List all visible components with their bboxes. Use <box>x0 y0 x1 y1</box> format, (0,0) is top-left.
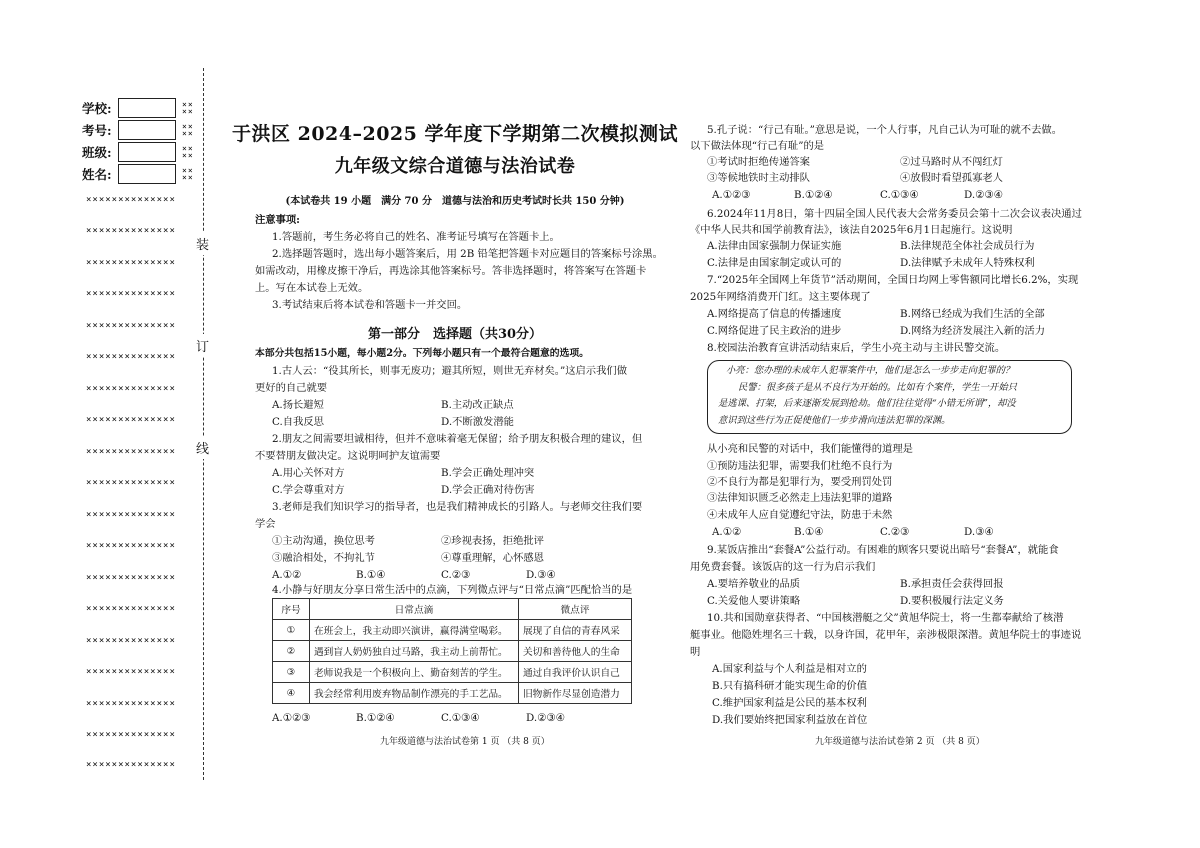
q5-option: B.①②④ <box>794 189 833 201</box>
q5-stem: 5.孔子说：“行己有耻。”意思是说，一个人行事，凡自己认为可耻的就不去做。 <box>707 124 1062 136</box>
x-separator-row: ×××××××××××××× <box>86 699 176 709</box>
q3-option: B.①④ <box>356 569 386 581</box>
q6-option: D.法律赋予未成年人特殊权利 <box>900 257 1035 269</box>
q7-stem: 7.“2025年全国网上年货节”活动期间，全国日均网上零售额同比增长6.2%，实现 <box>707 274 1079 286</box>
q1-stem: 1.古人云：“役其所长，则事无废功；避其所短，则世无弃材矣。”这启示我们做 <box>272 365 627 377</box>
dialog-line: 是逃课、打架，后来逐渐发展到抢劫。他们往往觉得“小错无所谓”，却没 <box>718 398 1016 409</box>
q5-option: A.①②③ <box>712 189 751 201</box>
q10-stem: 10.共和国勋章获得者、“中国核潜艇之父”黄旭华院士，将一生都奉献给了核潜 <box>707 612 1064 624</box>
q2-stem: 不要替朋友做决定。这说明呵护友谊需要 <box>255 450 441 462</box>
q1-option: B.主动改正缺点 <box>441 399 514 411</box>
q3-stem: 学会 <box>255 518 276 530</box>
q5-item: ②过马路时从不闯红灯 <box>900 156 1003 168</box>
q9-stem: 9.某饭店推出“套餐A”公益行动。有困难的顾客只要说出暗号“套餐A”，就能食 <box>707 544 1059 556</box>
notice-line: 1.答题前，考生务必将自己的姓名、准考证号填写在答题卡上。 <box>272 231 560 243</box>
table-header: 日常点滴 <box>310 599 519 620</box>
name-input-box[interactable] <box>118 164 176 184</box>
part1-intro: 本部分共包括15小题，每小题2分。下列每小题只有一个最符合题意的选项。 <box>255 348 589 359</box>
q10-option: B.只有搞科研才能实现生命的价值 <box>712 680 867 692</box>
table-cell: ③ <box>273 662 310 683</box>
q1-option: C.自我反思 <box>272 416 324 428</box>
notice-heading: 注意事项: <box>255 214 300 226</box>
q2-option: D.学会正确对待伤害 <box>441 484 535 496</box>
q8-option: A.①② <box>712 526 742 538</box>
table-cell: 遇到盲人奶奶独自过马路，我主动上前帮忙。 <box>310 641 519 662</box>
table-header: 微点评 <box>519 599 632 620</box>
x-separator-row: ×××××××××××××× <box>86 760 176 770</box>
notice-line: 如需改动，用橡皮擦干净后，再选涂其他答案标号。答非选择题时，将答案写在答题卡 <box>255 265 647 277</box>
q4-option: D.②③④ <box>526 712 565 724</box>
page-footer: 九年级道德与法治试卷第 1 页 （共 8 页） <box>380 737 550 747</box>
x-separator-row: ×××××××××××××× <box>86 573 176 583</box>
binding-word-xian: 线 <box>196 436 209 459</box>
x-separator-row: ×××××××××××××× <box>86 447 176 457</box>
x-separator-row: ×××××××××××××× <box>86 289 176 299</box>
q7-option: D.网络为经济发展注入新的活力 <box>900 325 1046 337</box>
dialog-line: 意识到这些行为正促使他们一步步滑向违法犯罪的深渊。 <box>718 414 951 426</box>
exam-number-label: 考号: <box>82 123 112 138</box>
x-separator-row: ×××××××××××××× <box>86 258 176 268</box>
q8-option: D.③④ <box>964 526 994 538</box>
x-separator-row: ×××××××××××××× <box>86 195 176 205</box>
q8-option: B.①④ <box>794 526 824 538</box>
school-label: 学校: <box>82 101 112 116</box>
q3-item: ③融洽相处，不拘礼节 <box>272 552 375 564</box>
q10-option: A.国家利益与个人利益是相对立的 <box>712 663 867 675</box>
notice-line: 上。写在本试卷上无效。 <box>255 282 369 294</box>
q4-option: C.①③④ <box>441 712 480 724</box>
q2-option: B.学会正确处理冲突 <box>441 467 535 479</box>
x-marks: ×× ×× <box>182 144 194 160</box>
exam-title: 于洪区 2024–2025 学年度下学期第二次模拟测试 <box>232 123 678 145</box>
q7-option: A.网络提高了信息的传播速度 <box>707 308 842 320</box>
q6-option: B.法律规范全体社会成员行为 <box>900 240 1035 252</box>
q8-question: 从小亮和民警的对话中，我们能懂得的道理是 <box>707 443 913 455</box>
x-separator-row: ×××××××××××××× <box>86 384 176 394</box>
table-row <box>273 641 632 662</box>
x-marks: ×× ×× <box>182 122 194 138</box>
table-cell: 我会经常利用废弃物品制作漂亮的手工艺品。 <box>310 683 519 704</box>
table-cell: 在班会上，我主动即兴演讲，赢得满堂喝彩。 <box>310 620 519 641</box>
school-input-box[interactable] <box>118 98 176 118</box>
table-cell: 关切和善待他人的生命 <box>519 641 632 662</box>
q4-stem: 4.小静与好朋友分享日常生活中的点滴，下列微点评与“日常点滴”匹配恰当的是 <box>272 584 633 596</box>
x-separator-row: ×××××××××××××× <box>86 510 176 520</box>
exam-number-input-box[interactable] <box>118 120 176 140</box>
q5-item: ④放假时看望孤寡老人 <box>900 172 1003 184</box>
table-row <box>273 662 632 683</box>
q8-option: C.②③ <box>880 526 910 538</box>
q4-table <box>272 598 632 704</box>
q7-option: B.网络已经成为我们生活的全部 <box>900 308 1045 320</box>
name-field[interactable] <box>82 164 194 184</box>
q2-option: C.学会尊重对方 <box>272 484 345 496</box>
part1-title: 第一部分 选择题（共30分） <box>367 327 543 342</box>
q5-option: D.②③④ <box>964 189 1003 201</box>
dialog-line: 民警：很多孩子是从不良行为开始的。比如有个案件，学生一开始只 <box>738 381 1017 393</box>
school-field[interactable] <box>82 98 194 118</box>
q5-stem: 以下做法体现“行己有耻”的是 <box>690 140 825 152</box>
table-header-row <box>273 599 632 620</box>
notice-line: 2.选择题答题时，选出每小题答案后，用 2B 铅笔把答题卡对应题目的答案标号涂黑。 <box>272 248 663 260</box>
x-separator-row: ×××××××××××××× <box>86 730 176 740</box>
table-header: 序号 <box>273 599 310 620</box>
q3-option: C.②③ <box>441 569 471 581</box>
q3-item: ①主动沟通，换位思考 <box>272 535 375 547</box>
q9-option: D.要积极履行法定义务 <box>900 595 1004 607</box>
table-row <box>273 620 632 641</box>
x-separator-row: ×××××××××××××× <box>86 604 176 614</box>
x-separator-row: ×××××××××××××× <box>86 541 176 551</box>
q1-option: D.不断激发潜能 <box>441 416 514 428</box>
page-footer: 九年级道德与法治试卷第 2 页 （共 8 页） <box>815 737 985 747</box>
x-separator-row: ×××××××××××××× <box>86 636 176 646</box>
exam-info: (本试卷共 19 小题 满分 70 分 道德与法治和历史考试时长共 150 分钟) <box>285 196 625 207</box>
notice-line: 3.考试结束后将本试卷和答题卡一并交回。 <box>272 299 468 311</box>
q8-item: ②不良行为都是犯罪行为，要受刑罚处罚 <box>707 476 893 488</box>
q3-item: ②珍视表扬，拒绝批评 <box>441 535 544 547</box>
q6-stem: 《中华人民共和国学前教育法》，该法自2025年6月1日起施行。这说明 <box>690 224 1013 236</box>
q8-item: ④未成年人应自觉遵纪守法，防患于未然 <box>707 509 893 521</box>
class-input-box[interactable] <box>118 142 176 162</box>
q10-option: D.我们要始终把国家利益放在首位 <box>712 714 868 726</box>
q6-option: A.法律由国家强制力保证实施 <box>707 240 842 252</box>
q10-stem: 明 <box>690 646 701 658</box>
class-field[interactable] <box>82 142 194 162</box>
table-cell: 展现了自信的青春风采 <box>519 620 632 641</box>
q2-option: A.用心关怀对方 <box>272 467 345 479</box>
class-label: 班级: <box>82 145 112 160</box>
binding-word-zhuang: 装 <box>196 232 209 255</box>
x-marks: ×× ×× <box>182 100 194 116</box>
x-separator-row: ×××××××××××××× <box>86 321 176 331</box>
q5-option: C.①③④ <box>880 189 919 201</box>
x-separator-row: ×××××××××××××× <box>86 415 176 425</box>
table-cell: ② <box>273 641 310 662</box>
q8-item: ①预防违法犯罪，需要我们杜绝不良行为 <box>707 460 893 472</box>
q1-option: A.扬长避短 <box>272 399 324 411</box>
x-separator-row: ×××××××××××××× <box>86 478 176 488</box>
table-cell: ④ <box>273 683 310 704</box>
q4-option: B.①②④ <box>356 712 395 724</box>
q7-option: C.网络促进了民主政治的进步 <box>707 325 842 337</box>
q1-stem: 更好的自己就要 <box>255 382 328 394</box>
binding-word-ding: 订 <box>196 334 209 357</box>
binding-dashed-line <box>203 68 204 780</box>
q3-option: A.①② <box>272 569 302 581</box>
x-marks: ×× ×× <box>182 166 194 182</box>
q10-option: C.维护国家利益是公民的基本权利 <box>712 697 867 709</box>
x-separator-row: ×××××××××××××× <box>86 226 176 236</box>
q7-stem: 2025年网络消费开门红。这主要体现了 <box>690 291 871 303</box>
q5-item: ①考试时拒绝传递答案 <box>707 156 810 168</box>
table-row <box>273 683 632 704</box>
q4-option: A.①②③ <box>272 712 311 724</box>
q3-stem: 3.老师是我们知识学习的指导者，也是我们精神成长的引路人。与老师交往我们要 <box>272 501 643 513</box>
table-cell: 老师说我是一个积极向上、勤奋刻苦的学生。 <box>310 662 519 683</box>
q10-stem: 艇事业。他隐姓埋名三十载，以身许国，花甲年，亲涉极限深潜。黄旭华院士的事迹说 <box>690 629 1082 641</box>
q8-dialog-box <box>707 360 1072 434</box>
dialog-line: 小亮：您办理的未成年人犯罪案件中，他们是怎么一步步走向犯罪的？ <box>726 365 1015 376</box>
x-separator-row: ×××××××××××××× <box>86 667 176 677</box>
q8-item: ③法律知识匮乏必然走上违法犯罪的道路 <box>707 492 893 504</box>
q5-item: ③等候地铁时主动排队 <box>707 172 810 184</box>
q2-stem: 2.朋友之间需要坦诚相待，但并不意味着毫无保留；给予朋友积极合理的建议，但 <box>272 433 643 445</box>
q6-stem: 6.2024年11月8日，第十四届全国人民代表大会常务委员会第十二次会议表决通过 <box>707 208 1082 220</box>
q3-item: ④尊重理解，心怀感恩 <box>441 552 544 564</box>
q9-option: C.关爱他人要讲策略 <box>707 595 801 607</box>
exam-subtitle: 九年级文综合道德与法治试卷 <box>334 156 576 177</box>
q8-stem: 8.校园法治教育宣讲活动结束后，学生小亮主动与主讲民警交流。 <box>707 342 1006 354</box>
table-cell: ① <box>273 620 310 641</box>
table-cell: 通过自我评价认识自己 <box>519 662 632 683</box>
x-separator-row: ×××××××××××××× <box>86 352 176 362</box>
table-cell: 旧物新作尽显创造潜力 <box>519 683 632 704</box>
q3-option: D.③④ <box>526 569 556 581</box>
q6-option: C.法律是由国家制定或认可的 <box>707 257 842 269</box>
exam-number-field[interactable] <box>82 120 194 140</box>
q9-option: A.要培养敬业的品质 <box>707 578 801 590</box>
name-label: 姓名: <box>82 167 112 182</box>
q9-stem: 用免费套餐。该饭店的这一行为启示我们 <box>690 561 876 573</box>
q9-option: B.承担责任会获得回报 <box>900 578 1004 590</box>
